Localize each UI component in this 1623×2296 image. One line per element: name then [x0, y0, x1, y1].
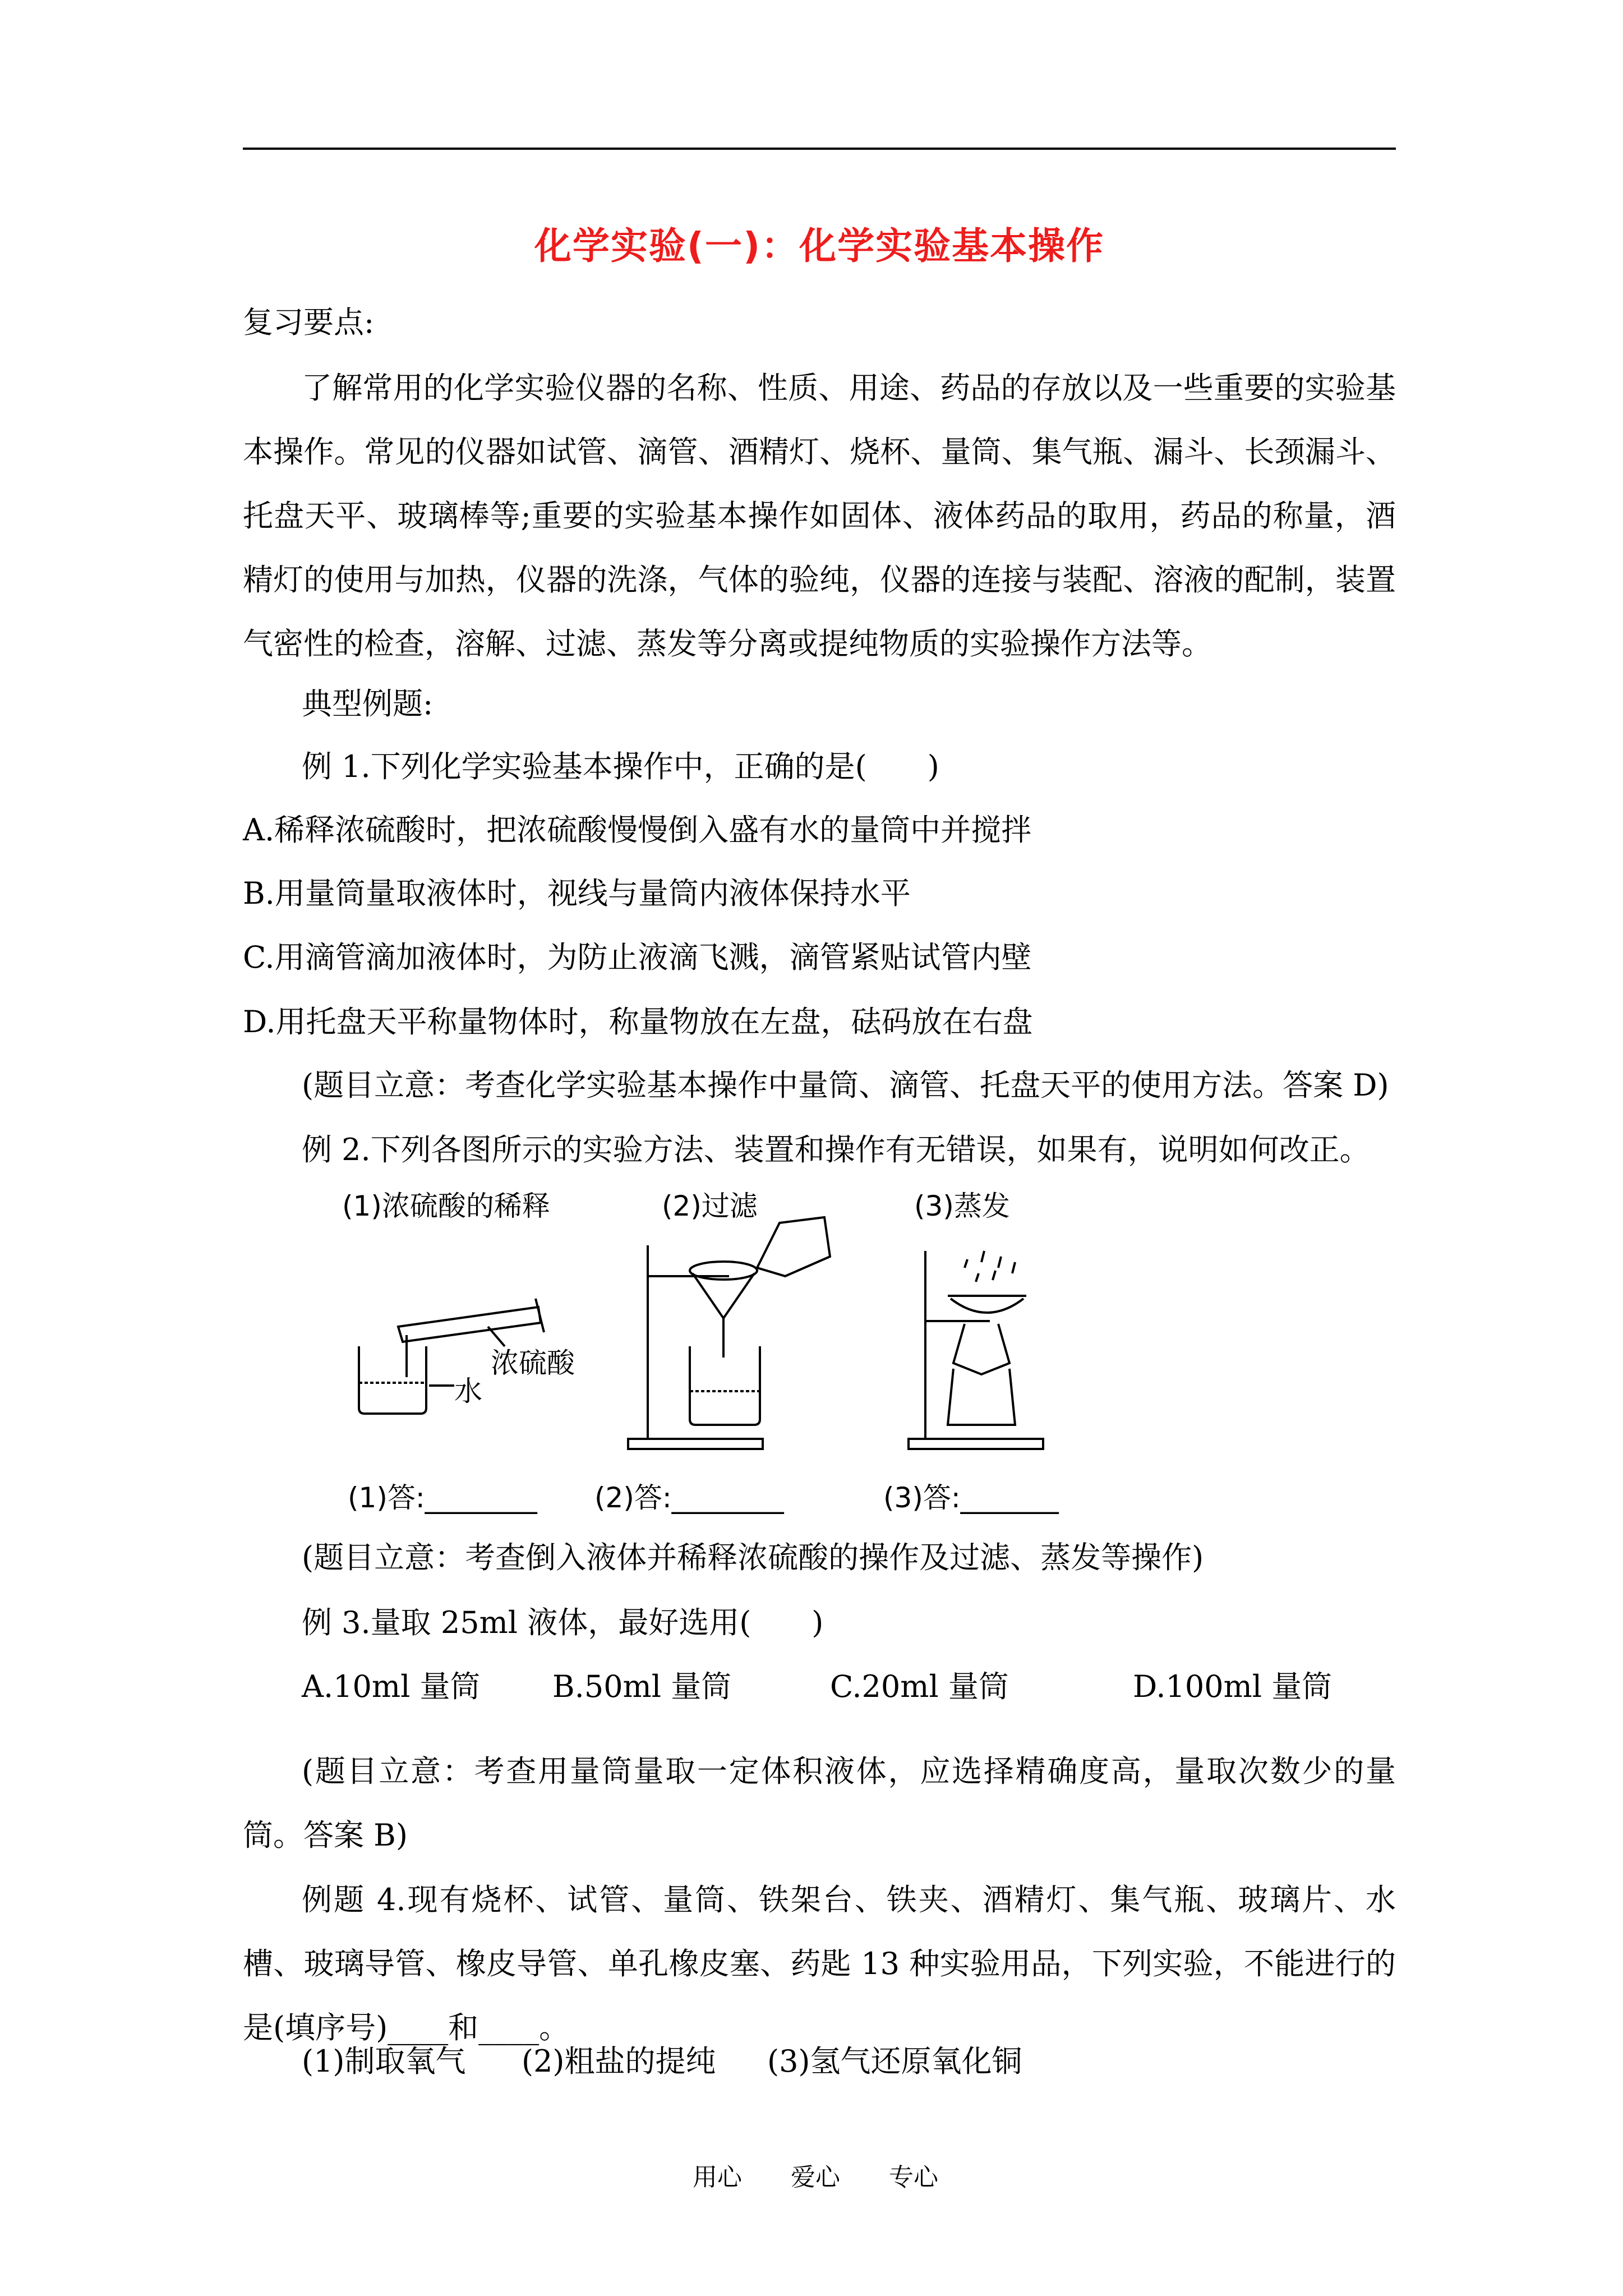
- panel2-title: (2)过滤: [662, 1190, 758, 1222]
- footer-word-3: 专心: [889, 2163, 938, 2192]
- panel2-filtration-drawing: [628, 1217, 830, 1449]
- example1-note: (题目立意：考查化学实验基本操作中量筒、滴管、托盘天平的使用方法。答案 D): [302, 1068, 1389, 1103]
- panel3-evaporation-drawing: [909, 1251, 1043, 1449]
- example2-question: 例 2.下列各图所示的实验方法、装置和操作有无错误，如果有，说明如何改正。: [302, 1132, 1370, 1167]
- example4-question: 例题 4.现有烧杯、试管、量筒、铁架台、铁夹、酒精灯、集气瓶、玻璃片、水槽、玻璃导管、橡皮导管、单孔橡皮塞、药匙 13 种实验用品，下列实验，不能进行的是(填序号)____和____。: [243, 1882, 1396, 2045]
- page-title: 化学实验(一)：化学实验基本操作: [534, 224, 1105, 268]
- example4-item-2: (2)粗盐的提纯: [522, 2044, 716, 2079]
- header-rule: [243, 148, 1396, 150]
- footer-word-2: 爱心: [791, 2163, 840, 2192]
- panel2-answer: (2)答:________: [594, 1481, 784, 1514]
- example3-option-c: C.20ml 量筒: [830, 1669, 1009, 1704]
- panel3-title: (3)蒸发: [914, 1190, 1010, 1222]
- example1-option-c: C.用滴管滴加液体时，为防止液滴飞溅，滴管紧贴试管内壁: [243, 940, 1032, 975]
- example2-note: (题目立意：考查倒入液体并稀释浓硫酸的操作及过滤、蒸发等操作): [302, 1540, 1204, 1575]
- label-water: 水: [454, 1375, 482, 1407]
- example3-option-a: A.10ml 量筒: [302, 1669, 481, 1704]
- example3-note: (题目立意：考查用量筒量取一定体积液体，应选择精确度高，量取次数少的量筒。答案 B): [243, 1754, 1396, 1853]
- example3-option-d: D.100ml 量筒: [1133, 1669, 1332, 1704]
- examples-heading: 典型例题:: [302, 686, 434, 721]
- example1-option-d: D.用托盘天平称量物体时，称量物放在左盘，砝码放在右盘: [243, 1004, 1033, 1039]
- example1-question: 例 1.下列化学实验基本操作中，正确的是( ): [302, 749, 939, 784]
- panel1-answer: (1)答:________: [348, 1481, 537, 1514]
- panel3-answer: (3)答:_______: [883, 1481, 1059, 1514]
- panel1-title: (1)浓硫酸的稀释: [342, 1190, 550, 1222]
- example3-question: 例 3.量取 25ml 液体，最好选用( ): [302, 1605, 824, 1640]
- review-heading: 复习要点:: [243, 305, 375, 340]
- example4-item-1: (1)制取氧气: [302, 2044, 466, 2079]
- label-acid: 浓硫酸: [491, 1347, 575, 1379]
- example4-item-3: (3)氢气还原氧化铜: [767, 2044, 1022, 2079]
- experiment-figure: [336, 1184, 1122, 1520]
- intro-paragraph: 了解常用的化学实验仪器的名称、性质、用途、药品的存放以及一些重要的实验基本操作。常见的仪器如试管、滴管、酒精灯、烧杯、量筒、集气瓶、漏斗、长颈漏斗、托盘天平、玻璃棒等;重要的实验基本操作如固体、液体药品的取用，药品的称量，酒精灯的使用与加热，仪器的洗涤，气体的验纯，仪器的连接与装配、溶液的配制，装置气密性的检查，溶解、过滤、蒸发等分离或提纯物质的实验操作方法等。: [243, 370, 1396, 661]
- footer-word-1: 用心: [693, 2163, 742, 2192]
- example1-option-b: B.用量筒量取液体时，视线与量筒内液体保持水平: [243, 876, 911, 911]
- example3-option-b: B.50ml 量筒: [552, 1669, 732, 1704]
- example1-option-a: A.稀释浓硫酸时，把浓硫酸慢慢倒入盛有水的量筒中并搅拌: [243, 812, 1032, 848]
